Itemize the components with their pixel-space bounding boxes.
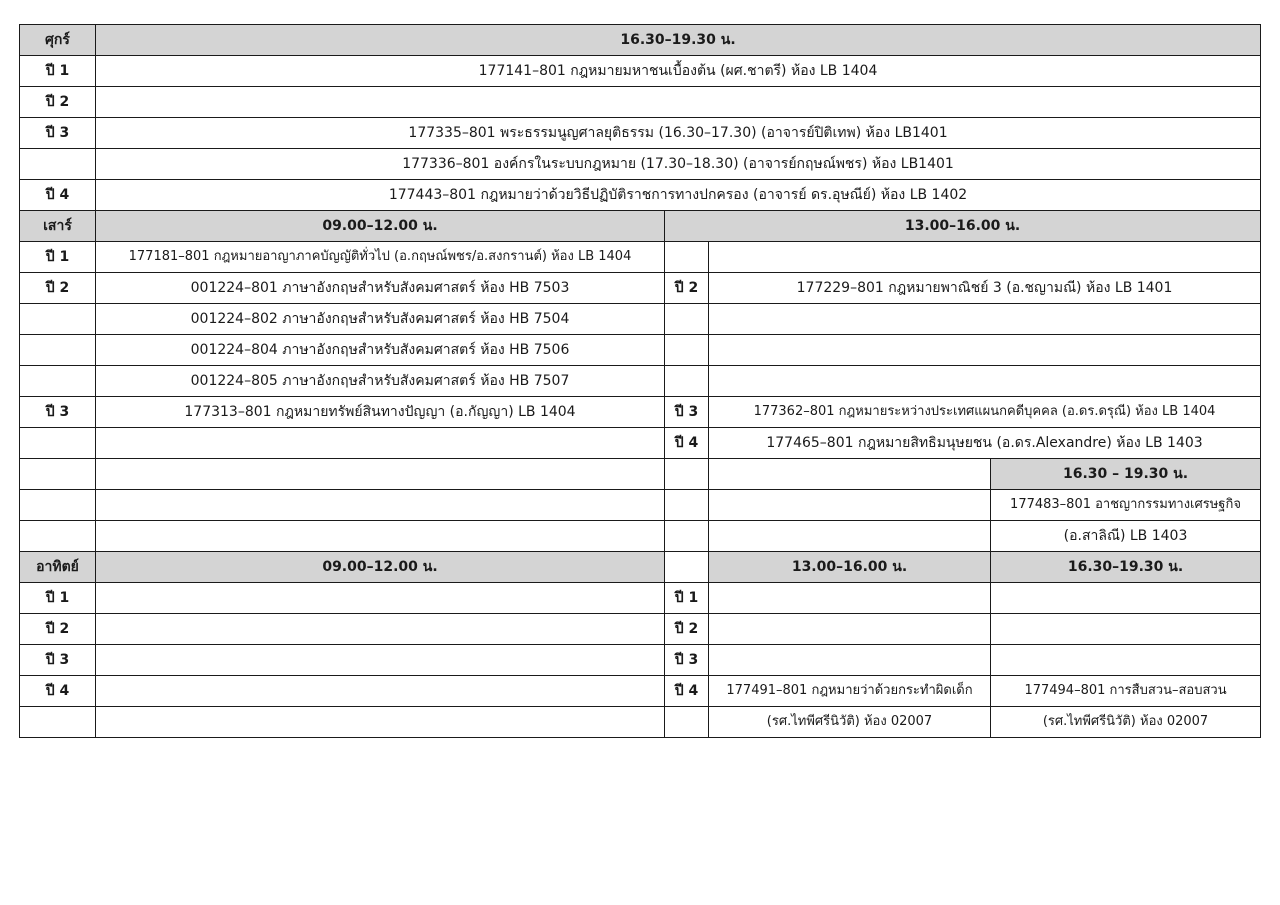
table-row bbox=[20, 366, 1261, 397]
empty-cell bbox=[665, 459, 709, 490]
table-row bbox=[20, 242, 1261, 273]
year-label bbox=[20, 149, 96, 180]
year-label: ปี 2 bbox=[20, 87, 96, 118]
empty-cell bbox=[96, 459, 665, 490]
table-row bbox=[20, 428, 1261, 459]
sunday-afternoon-time-header: 13.00–16.00 น. bbox=[709, 552, 991, 583]
class-schedule-table bbox=[19, 24, 1261, 738]
table-row bbox=[20, 149, 1261, 180]
course-cell: (อ.สาลิณี) LB 1403 bbox=[991, 521, 1261, 552]
year-label: ปี 3 bbox=[20, 645, 96, 676]
course-cell bbox=[96, 428, 665, 459]
empty-cell bbox=[665, 552, 709, 583]
course-cell: 177313–801 กฎหมายทรัพย์สินทางปัญญา (อ.กัญญา) LB 1404 bbox=[96, 397, 665, 428]
sunday-morning-time-header: 09.00–12.00 น. bbox=[96, 552, 665, 583]
saturday-morning-time-header: 09.00–12.00 น. bbox=[96, 211, 665, 242]
year-label: ปี 3 bbox=[665, 397, 709, 428]
empty-cell bbox=[709, 490, 991, 521]
year-label: ปี 1 bbox=[20, 242, 96, 273]
year-label: ปี 2 bbox=[665, 614, 709, 645]
year-label: ปี 3 bbox=[20, 397, 96, 428]
year-label bbox=[20, 428, 96, 459]
course-cell: 177443–801 กฎหมายว่าด้วยวิธีปฏิบัติราชการทางปกครอง (อาจารย์ ดร.อุษณีย์) ห้อง LB 1402 bbox=[96, 180, 1261, 211]
course-cell bbox=[709, 242, 1261, 273]
year-label bbox=[20, 366, 96, 397]
course-cell: 177491–801 กฎหมายว่าด้วยกระทำผิดเด็ก bbox=[709, 676, 991, 707]
empty-cell bbox=[96, 490, 665, 521]
saturday-evening-time-header: 16.30 – 19.30 น. bbox=[991, 459, 1261, 490]
course-cell bbox=[991, 614, 1261, 645]
course-cell bbox=[709, 366, 1261, 397]
course-cell: 177362–801 กฎหมายระหว่างประเทศแผนกคดีบุคคล (อ.ดร.ดรุณี) ห้อง LB 1404 bbox=[709, 397, 1261, 428]
friday-header-row bbox=[20, 25, 1261, 56]
course-cell: 001224–804 ภาษาอังกฤษสำหรับสังคมศาสตร์ ห้อง HB 7506 bbox=[96, 335, 665, 366]
empty-cell bbox=[709, 459, 991, 490]
table-row bbox=[20, 87, 1261, 118]
empty-cell bbox=[96, 676, 665, 707]
course-cell bbox=[96, 87, 1261, 118]
course-cell: 001224–801 ภาษาอังกฤษสำหรับสังคมศาสตร์ ห้อง HB 7503 bbox=[96, 273, 665, 304]
year-label: ปี 2 bbox=[20, 273, 96, 304]
table-row bbox=[20, 521, 1261, 552]
course-cell bbox=[991, 583, 1261, 614]
year-label bbox=[20, 304, 96, 335]
year-label bbox=[665, 242, 709, 273]
course-cell bbox=[709, 304, 1261, 335]
course-cell: 001224–805 ภาษาอังกฤษสำหรับสังคมศาสตร์ ห้อง HB 7507 bbox=[96, 366, 665, 397]
year-label: ปี 4 bbox=[665, 428, 709, 459]
course-cell: 177465–801 กฎหมายสิทธิมนุษยชน (อ.ดร.Alexandre) ห้อง LB 1403 bbox=[709, 428, 1261, 459]
course-cell: 177181–801 กฎหมายอาญาภาคบัญญัติทั่วไป (อ.กฤษณ์พชร/อ.สงกรานต์) ห้อง LB 1404 bbox=[96, 242, 665, 273]
course-cell: 177336–801 องค์กรในระบบกฎหมาย (17.30–18.30) (อาจารย์กฤษณ์พชร) ห้อง LB1401 bbox=[96, 149, 1261, 180]
empty-cell bbox=[20, 521, 96, 552]
table-row bbox=[20, 459, 1261, 490]
course-cell: (รศ.ไทพีศรีนิวัติ) ห้อง 02007 bbox=[709, 707, 991, 738]
course-cell: 177141–801 กฎหมายมหาชนเบื้องต้น (ผศ.ชาตรี) ห้อง LB 1404 bbox=[96, 56, 1261, 87]
year-label: ปี 1 bbox=[20, 56, 96, 87]
empty-cell bbox=[96, 614, 665, 645]
table-row bbox=[20, 490, 1261, 521]
course-cell bbox=[709, 583, 991, 614]
course-cell: 177483–801 อาชญากรรมทางเศรษฐกิจ bbox=[991, 490, 1261, 521]
course-cell bbox=[709, 645, 991, 676]
table-row bbox=[20, 180, 1261, 211]
empty-cell bbox=[665, 521, 709, 552]
year-label: ปี 4 bbox=[20, 676, 96, 707]
course-cell: 001224–802 ภาษาอังกฤษสำหรับสังคมศาสตร์ ห้อง HB 7504 bbox=[96, 304, 665, 335]
table-row bbox=[20, 118, 1261, 149]
course-cell: 177494–801 การสืบสวน–สอบสวน bbox=[991, 676, 1261, 707]
table-row bbox=[20, 56, 1261, 87]
empty-cell bbox=[665, 490, 709, 521]
empty-cell bbox=[20, 459, 96, 490]
year-label bbox=[665, 335, 709, 366]
year-label bbox=[20, 707, 96, 738]
empty-cell bbox=[709, 521, 991, 552]
year-label: ปี 4 bbox=[20, 180, 96, 211]
saturday-afternoon-time-header: 13.00–16.00 น. bbox=[665, 211, 1261, 242]
saturday-header-row bbox=[20, 211, 1261, 242]
table-row bbox=[20, 304, 1261, 335]
sunday-evening-time-header: 16.30–19.30 น. bbox=[991, 552, 1261, 583]
year-label bbox=[665, 366, 709, 397]
table-row bbox=[20, 583, 1261, 614]
table-row bbox=[20, 676, 1261, 707]
year-label: ปี 1 bbox=[665, 583, 709, 614]
table-row bbox=[20, 273, 1261, 304]
day-label-sunday: อาทิตย์ bbox=[20, 552, 96, 583]
year-label bbox=[20, 335, 96, 366]
table-row bbox=[20, 335, 1261, 366]
course-cell bbox=[991, 645, 1261, 676]
empty-cell bbox=[96, 707, 665, 738]
year-label bbox=[665, 707, 709, 738]
table-row bbox=[20, 707, 1261, 738]
day-label-saturday: เสาร์ bbox=[20, 211, 96, 242]
course-cell: 177229–801 กฎหมายพาณิชย์ 3 (อ.ชญามณี) ห้อง LB 1401 bbox=[709, 273, 1261, 304]
year-label: ปี 4 bbox=[665, 676, 709, 707]
empty-cell bbox=[96, 583, 665, 614]
year-label: ปี 3 bbox=[665, 645, 709, 676]
year-label: ปี 3 bbox=[20, 118, 96, 149]
course-cell: (รศ.ไทพีศรีนิวัติ) ห้อง 02007 bbox=[991, 707, 1261, 738]
friday-time-header: 16.30–19.30 น. bbox=[96, 25, 1261, 56]
year-label: ปี 1 bbox=[20, 583, 96, 614]
year-label bbox=[665, 304, 709, 335]
table-row bbox=[20, 397, 1261, 428]
course-cell: 177335–801 พระธรรมนูญศาลยุติธรรม (16.30–17.30) (อาจารย์ปิติเทพ) ห้อง LB1401 bbox=[96, 118, 1261, 149]
day-label-friday: ศุกร์ bbox=[20, 25, 96, 56]
course-cell bbox=[709, 335, 1261, 366]
empty-cell bbox=[96, 645, 665, 676]
table-row bbox=[20, 614, 1261, 645]
empty-cell bbox=[96, 521, 665, 552]
table-row bbox=[20, 645, 1261, 676]
course-cell bbox=[709, 614, 991, 645]
empty-cell bbox=[20, 490, 96, 521]
year-label: ปี 2 bbox=[665, 273, 709, 304]
year-label: ปี 2 bbox=[20, 614, 96, 645]
sunday-header-row bbox=[20, 552, 1261, 583]
